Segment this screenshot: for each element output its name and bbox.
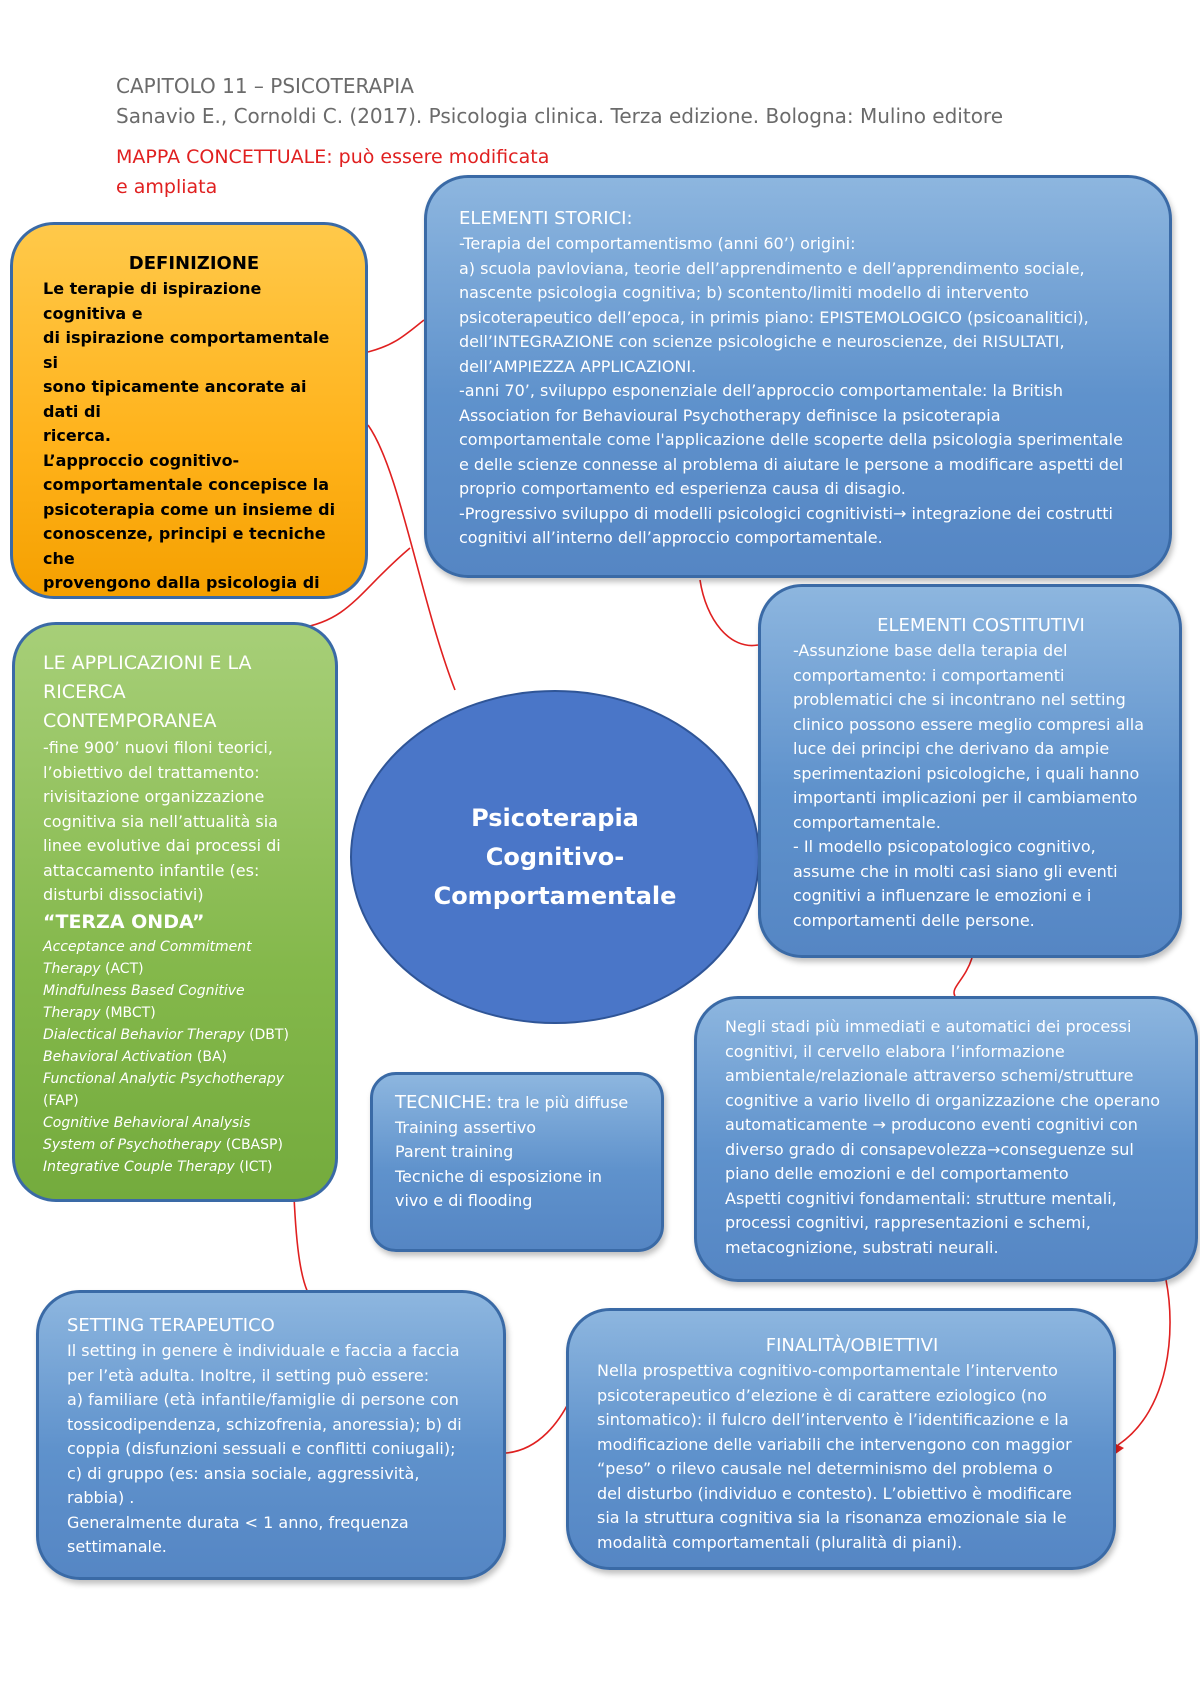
costitutivi-title: ELEMENTI COSTITUTIVI xyxy=(877,615,1085,636)
therapy-item: (FAP) xyxy=(43,1092,79,1109)
setting-title: SETTING TERAPEUTICO xyxy=(67,1315,275,1336)
connector-storici-costitutivi xyxy=(700,580,758,646)
central-topic-label: Psicoterapia Cognitivo- Comportamentale xyxy=(433,803,677,910)
connector-definizione-storici xyxy=(368,320,424,352)
terza-onda-heading: “TERZA ONDA” xyxy=(43,910,205,933)
applicazioni-text: -fine 900’ nuovi filoni teorici, l’obiettivo del trattamento: rivisitazione organizzazione cognitiva sia nell’attualità sia linee evolutive dai processi di attaccamento infantile (es: disturbi dissociativi) xyxy=(43,738,281,904)
tecniche-list: Training assertivo Parent training Tecniche di esposizione in vivo e di flooding xyxy=(395,1117,603,1210)
therapy-item: Dialectical Behavior Therapy (DBT) xyxy=(43,1026,289,1043)
stadi-text: Negli stadi più immediati e automatici dei processi cognitivi, il cervello elabora l’informazione ambientale/relazionale attraverso schemi/strutture cognitive a vario livello di organizzazione che operano automaticamente → producono eventi cognitivi con diverso grado di consapevolezza→conseguenze sul piano delle emozioni e del comportamento Aspetti cognitivi fondamentali: strutture mentali, processi cognitivi, rappresentazioni e schemi, metacognizione, substrati neurali. xyxy=(725,1017,1161,1257)
applicazioni-title: LE APPLICAZIONI E LA RICERCA CONTEMPORANEA xyxy=(43,652,252,732)
therapy-item: Integrative Couple Therapy (ICT) xyxy=(43,1158,273,1175)
chapter-title: CAPITOLO 11 – PSICOTERAPIA xyxy=(116,74,414,98)
terza-onda-list xyxy=(43,936,325,1178)
finalita-obiettivi-box xyxy=(566,1308,1116,1570)
therapy-item: Therapy (ACT) xyxy=(43,960,144,977)
costitutivi-text: -Assunzione base della terapia del comportamento: i comportamenti problematici che si incontrano nel setting clinico possono essere meglio compresi alla luce dei principi che derivano da ampie sperimentazioni psicologiche, i quali hanno importanti implicazioni per il cambiamento comportamentale. - Il modello psicopatologico cognitivo, assume che in molti casi siano gli eventi cognitivi a influenzare le emozioni e i comportamenti delle persone. xyxy=(793,641,1144,930)
finalita-title: FINALITÀ/OBIETTIVI xyxy=(765,1335,939,1356)
setting-terapeutico-box xyxy=(36,1290,506,1580)
elementi-costitutivi-box xyxy=(758,584,1182,958)
tecniche-box xyxy=(370,1072,664,1252)
storici-text: -Terapia del comportamentismo (anni 60’) origini: a) scuola pavloviana, teorie dell’apprendimento e dell’apprendimento sociale, nascente psicologia cognitiva; b) scontento/limiti modello di intervento psicoterapeutico dell’epoca, in primis piano: EPISTEMOLOGICO (psicoanalitici), dell’INTEGRAZIONE con scienze psicologiche e neuroscienze, dei RISULTATI, dell’AMPIEZZA APPLICAZIONI. -anni 70’, sviluppo esponenziale dell’approccio comportamentale: la British Association for Behavioural Psychotherapy definisce la psicoterapia comportamentale come l'applicazione delle scoperte della psicologia sperimentale e delle scienze connesse al problema di aiutare le persone a modificare aspetti del proprio comportamento ed esperienza causa di disagio. -Progressivo sviluppo di modelli psicologici cognitivisti→ integrazione dei costrutti cognitivi all’interno dell’approccio comportamentale. xyxy=(459,234,1124,547)
therapy-item: System of Psychotherapy (CBASP) xyxy=(43,1136,283,1153)
connector-applicazioni-setting xyxy=(294,1196,315,1303)
connector-setting-finalita xyxy=(506,1400,570,1453)
storici-title: ELEMENTI STORICI: xyxy=(459,208,633,229)
processi-cognitivi-box xyxy=(694,996,1198,1282)
reference-citation: Sanavio E., Cornoldi C. (2017). Psicologia clinica. Terza edizione. Bologna: Mulino editore xyxy=(116,104,1004,128)
connector-stadi-finalita xyxy=(1118,1280,1170,1445)
definizione-text: Le terapie di ispirazione cognitiva e di ispirazione comportamentale si sono tipicamente ancorate ai dati di ricerca. L’approccio cognitivo- comportamentale concepisce la psicoterapia come un insieme di conoscenze, principi e tecniche che provengono dalla psicologia di xyxy=(43,279,336,592)
definizione-title: DEFINIZIONE xyxy=(128,253,260,274)
therapy-item: Cognitive Behavioral Analysis xyxy=(43,1114,251,1131)
setting-text: Il setting in genere è individuale e faccia a faccia per l’età adulta. Inoltre, il setting può essere: a) familiare (età infantile/famiglie di persone con tossicodipendenza, schizofrenia, anoressia); b) di coppia (disfunzioni sessuali e conflitti coniugali); c) di gruppo (es: ansia sociale, aggressività, rabbia) . Generalmente durata < 1 anno, frequenza settimanale. xyxy=(67,1341,462,1556)
elementi-storici-box xyxy=(424,175,1172,578)
definizione-box xyxy=(10,222,368,599)
therapy-item: Behavioral Activation (BA) xyxy=(43,1048,227,1065)
therapy-item: Therapy (MBCT) xyxy=(43,1004,156,1021)
map-note: MAPPA CONCETTUALE: può essere modificata e ampliata xyxy=(116,146,550,198)
tecniche-title: TECNICHE: tra le più diffuse xyxy=(395,1092,629,1113)
central-topic-circle xyxy=(350,690,760,1024)
therapy-item: Mindfulness Based Cognitive xyxy=(43,982,245,999)
therapy-item: Functional Analytic Psychotherapy xyxy=(43,1070,285,1087)
therapy-item: Acceptance and Commitment xyxy=(43,938,252,955)
finalita-text: Nella prospettiva cognitivo-comportamentale l’intervento psicoterapeutico d’elezione è di carattere eziologico (no sintomatico): il fulcro dell’intervento è l’identificazione e la modificazione delle variabili che intervengono con maggior “peso” o rilevo causale nel determinismo del problema o del disturbo (individuo e contesto). L’obiettivo è modificare sia la struttura cognitiva sia la risonanza emozionale sia le modalità comportamentali (pluralità di piani). xyxy=(597,1361,1072,1552)
connector-costitutivi-stadi xyxy=(954,958,972,996)
applicazioni-box xyxy=(12,622,338,1202)
